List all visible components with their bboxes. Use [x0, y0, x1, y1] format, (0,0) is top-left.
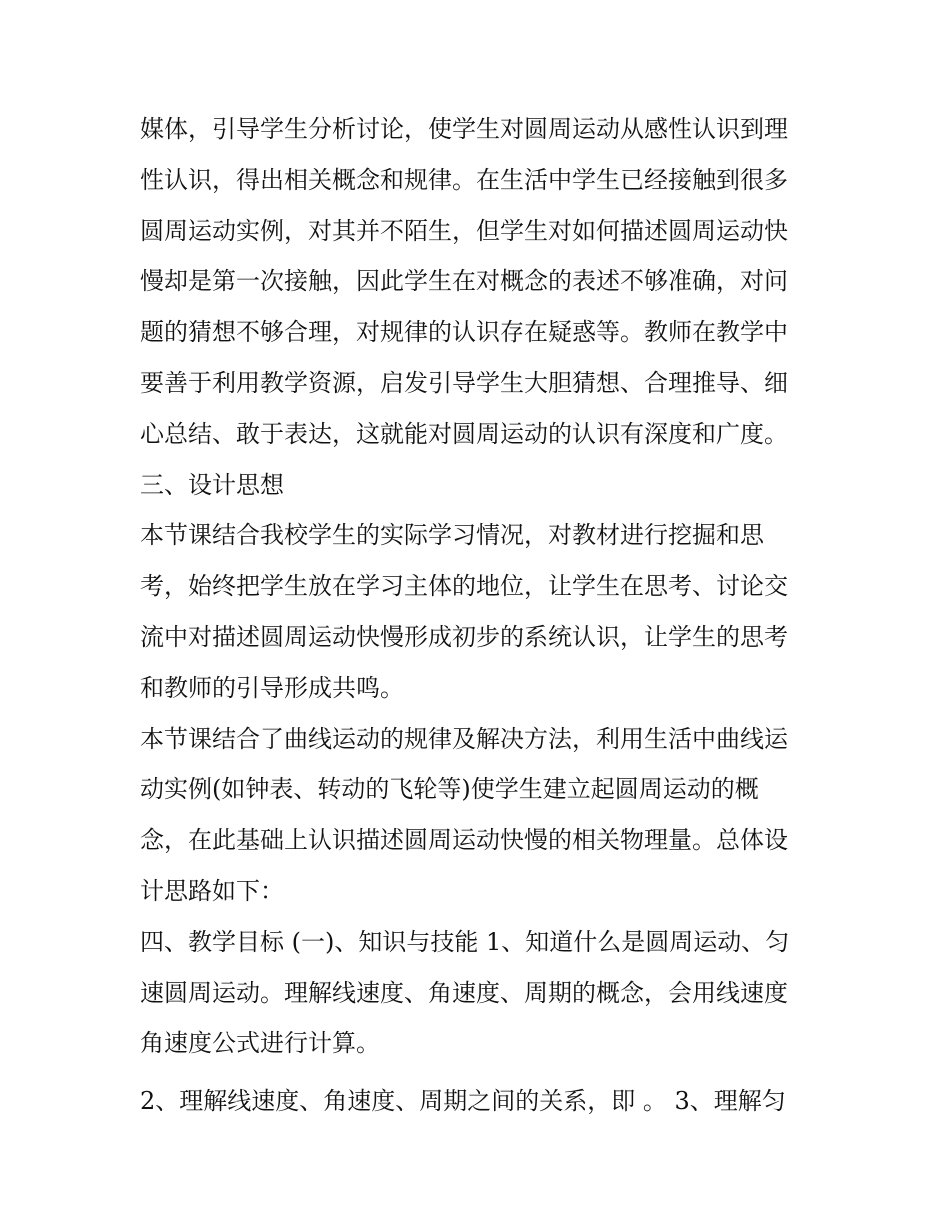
text-line: 速圆周运动。理解线速度、角速度、周期的概念，会用线速度 — [140, 978, 788, 1007]
text-line: 考，始终把学生放在学习主体的地位，让学生在思考、讨论交 — [140, 572, 788, 601]
text-line: 本节课结合了曲线运动的规律及解决方法，利用生活中曲线运 — [140, 724, 788, 753]
section-heading: 三、设计思想 — [140, 470, 284, 499]
text-line: 计思路如下： — [140, 876, 284, 905]
text-line: 和教师的引导形成共鸣。 — [140, 673, 404, 702]
text-line: 2、理解线速度、角速度、周期之间的关系，即 。 3、理解匀 — [140, 1087, 786, 1116]
paragraph-gap — [140, 1069, 820, 1076]
text-line: 题的猜想不够合理，对规律的认识存在疑惑等。教师在教学中 — [140, 318, 788, 347]
text-line: 圆周运动实例，对其并不陌生，但学生对如何描述圆周运动快 — [140, 216, 788, 245]
document-body — [140, 104, 820, 1127]
text-line: 慢却是第一次接触，因此学生在对概念的表述不够准确，对问 — [140, 267, 788, 296]
section-heading: 四、教学目标 (一)、知识与技能 1、知道什么是圆周运动、匀 — [140, 927, 790, 956]
text-line: 角速度公式进行计算。 — [140, 1029, 380, 1058]
text-line: 本节课结合我校学生的实际学习情况，对教材进行挖掘和思 — [140, 521, 764, 550]
text-line: 念，在此基础上认识描述圆周运动快慢的相关物理量。总体设 — [140, 826, 788, 855]
text-line: 性认识，得出相关概念和规律。在生活中学生已经接触到很多 — [140, 165, 788, 194]
text-line: 心总结、敢于表达，这就能对圆周运动的认识有深度和广度。 — [140, 419, 788, 448]
text-line: 媒体，引导学生分析讨论，使学生对圆周运动从感性认识到理 — [140, 115, 788, 143]
text-line: 流中对描述圆周运动快慢形成初步的系统认识，让学生的思考 — [140, 622, 788, 651]
text-line: 动实例(如钟表、转动的飞轮等)使学生建立起圆周运动的概 — [140, 775, 759, 804]
text-line: 要善于利用教学资源，启发引导学生大胆猜想、合理推导、细 — [140, 368, 788, 397]
